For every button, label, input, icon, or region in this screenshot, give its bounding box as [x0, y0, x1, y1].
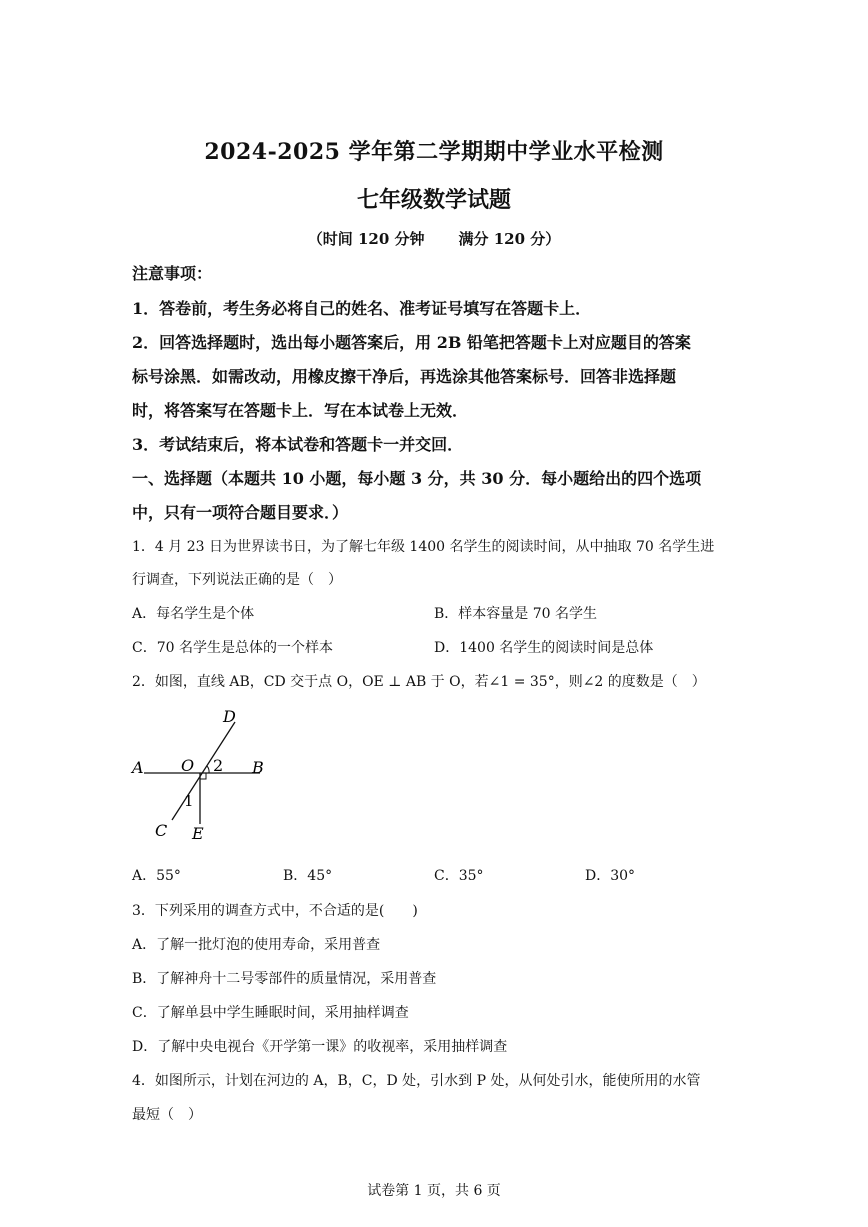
- question-2-stem: 2．如图，直线 AB，CD 交于点 O，OE ⊥ AB 于 O，若∠1 = 35°，则∠2 的度数是（ ）: [132, 674, 706, 690]
- exam-title: 2024-2025 学年第二学期期中学业水平检测: [204, 139, 664, 165]
- label-angle-1: 1: [184, 792, 194, 810]
- question-1-stem: 1．4 月 23 日为世界读书日，为了解七年级 1400 名学生的阅读时间，从中抽取 70 名学生进: [132, 539, 715, 555]
- question-1-option-b: B．样本容量是 70 名学生: [434, 606, 598, 622]
- question-1-option-a: A．每名学生是个体: [132, 606, 255, 622]
- question-3-option-c: C．了解单县中学生睡眠时间，采用抽样调查: [132, 1005, 409, 1021]
- notes-heading: 注意事项：: [132, 264, 213, 283]
- question-3-option-d: D．了解中央电视台《开学第一课》的收视率，采用抽样调查: [132, 1039, 508, 1055]
- angle-2-arc: [207, 766, 209, 773]
- question-3-option-b: B．了解神舟十二号零部件的质量情况，采用普查: [132, 971, 437, 987]
- question-2-option-b: B．45°: [283, 868, 333, 884]
- label-a: A: [132, 758, 144, 777]
- question-4-stem: 4．如图所示，计划在河边的 A，B，C，D 处，引水到 P 处，从何处引水，能使所用的水管: [132, 1073, 701, 1089]
- notes-line: 1．答卷前，考生务必将自己的姓名、准考证号填写在答题卡上．: [132, 299, 592, 318]
- exam-score: 满分 120 分）: [458, 230, 561, 248]
- question-2-option-c: C．35°: [434, 868, 484, 884]
- exam-subtitle: 七年级数学试题: [356, 187, 511, 213]
- section-heading: 中，只有一项符合题目要求．）: [132, 503, 349, 522]
- question-2-option-d: D．30°: [585, 868, 636, 884]
- label-b: B: [252, 758, 264, 777]
- label-e: E: [192, 824, 204, 843]
- question-4-stem: 最短（ ）: [132, 1107, 202, 1123]
- exam-time-score: [0, 228, 868, 249]
- question-3-stem: 3．下列采用的调查方式中，不合适的是( ): [132, 903, 418, 919]
- notes-line: 2．回答选择题时，选出每小题答案后，用 2B 铅笔把答题卡上对应题目的答案: [132, 333, 691, 352]
- notes-line: 时，将答案写在答题卡上．写在本试卷上无效．: [132, 401, 469, 420]
- label-d: D: [223, 707, 236, 726]
- notes-line: 3．考试结束后，将本试卷和答题卡一并交回．: [132, 435, 464, 454]
- question-1-option-c: C．70 名学生是总体的一个样本: [132, 640, 333, 656]
- label-c: C: [155, 821, 168, 840]
- notes-line: 标号涂黑．如需改动，用橡皮擦干净后，再选涂其他答案标号．回答非选择题: [132, 367, 677, 386]
- intersecting-lines-figure: [120, 700, 280, 848]
- exam-time: （时间 120 分钟: [307, 230, 425, 248]
- question-1-stem: 行调查，下列说法正确的是（ ）: [132, 572, 342, 588]
- section-heading: 一、选择题（本题共 10 小题，每小题 3 分，共 30 分．每小题给出的四个选项: [132, 469, 702, 488]
- label-angle-2: 2: [213, 756, 224, 775]
- page-footer: 试卷第 1 页，共 6 页: [367, 1183, 501, 1199]
- label-o: O: [181, 756, 195, 775]
- question-1-option-d: D．1400 名学生的阅读时间是总体: [434, 640, 654, 656]
- question-3-option-a: A．了解一批灯泡的使用寿命，采用普查: [132, 937, 381, 953]
- question-2-option-a: A．55°: [132, 868, 181, 884]
